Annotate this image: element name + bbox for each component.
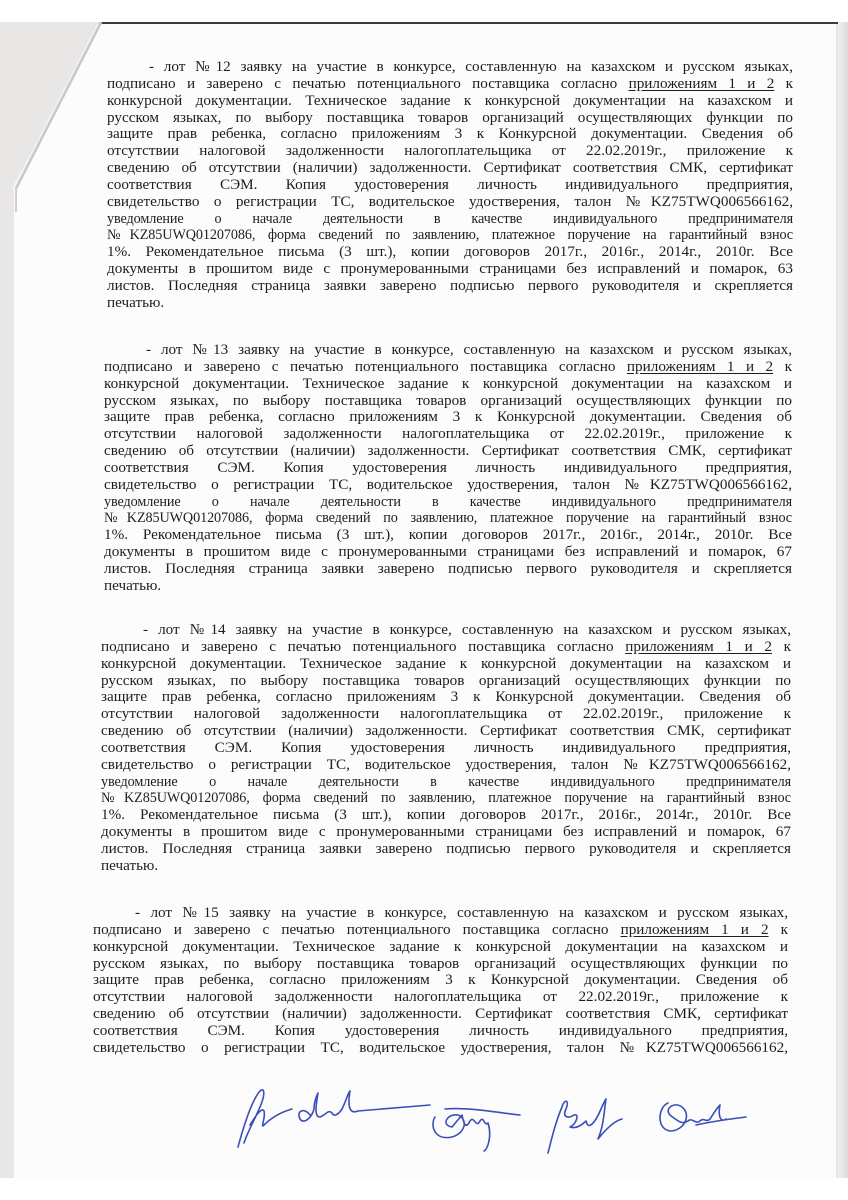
text-line <box>93 1006 788 1023</box>
text-line <box>107 76 793 93</box>
line-text: свидетельство о регистрации ТС, водительское удостверения, талон №KZ75TWQ006566162, <box>101 756 791 773</box>
line-text: защите прав ребенка, согласно приложениям 3 к Конкурсной документации. Сведения об <box>93 972 788 989</box>
text-line <box>107 110 793 127</box>
line-text: подписано и заверено с печатью потенциального поставщика согласно <box>107 75 629 92</box>
text-line <box>101 757 791 774</box>
line-text: 1%. Рекомендательное письма (3 шт.), копии договоров 2017г., 2016г., 2014г., 2010г. Все <box>101 807 791 824</box>
line-text: подписано и заверено с печатью потенциального поставщика согласно <box>104 358 627 375</box>
line-text: соответствия СЭМ. Копия удостоверения личность индивидуального предприятия, <box>104 459 792 476</box>
line-text: листов. Последняя страница заявки заверено подписью первого руководителя и скрепляется <box>107 277 793 294</box>
line-text: отсутствии налоговой задолженности налогоплательщика от 22.02.2019г., приложение к <box>93 989 788 1006</box>
signature-1 <box>238 1090 430 1147</box>
line-text: печатью. <box>101 857 159 874</box>
text-line <box>104 578 792 595</box>
text-line <box>104 342 792 359</box>
line-text: подписано и заверено с печатью потенциального поставщика согласно <box>93 921 621 938</box>
text-line <box>101 740 791 757</box>
line-text: - лот №15 заявку на участие в конкурсе, составленную на казахском и русском языках, <box>135 905 788 921</box>
line-text: 1%. Рекомендательное письма (3 шт.), копии договоров 2017г., 2016г., 2014г., 2010г. Все <box>104 527 792 544</box>
line-text: 1%. Рекомендательное письма (3 шт.), копии договоров 2017г., 2016г., 2014г., 2010г. Все <box>107 244 793 261</box>
line-text: документы в прошитом виде с пронумерованными страницами без исправлений и помарок, 67 <box>104 544 792 561</box>
appendix-reference: приложениям 1 и 2 <box>620 921 769 938</box>
text-line <box>93 956 788 973</box>
line-text: конкурсной документации. Техническое задание к конкурсной документации на казахском и <box>104 375 792 392</box>
line-text: соответствия СЭМ. Копия удостоверения личность индивидуального предприятия, <box>101 739 791 756</box>
line-text: русском языках, по выбору поставщика товаров организаций осуществляющих функции по <box>101 672 791 689</box>
text-line <box>93 989 788 1006</box>
line-text: печатью. <box>104 577 162 594</box>
line-text: подписано и заверено с печатью потенциального поставщика согласно <box>101 638 626 655</box>
appendix-suffix: к <box>771 638 791 655</box>
text-line <box>104 477 792 494</box>
text-line <box>101 639 791 656</box>
text-line <box>101 824 791 841</box>
text-line <box>107 211 793 228</box>
text-line <box>107 143 793 160</box>
text-line <box>101 656 791 673</box>
line-text: листов. Последняя страница заявки заверено подписью первого руководителя и скрепляется <box>101 840 791 857</box>
line-text: №KZ85UWQ01207086, форма сведений по заявлению, платежное поручение на гарантийный взнос <box>107 227 793 244</box>
paragraph-lot-15 <box>93 905 788 1057</box>
text-line <box>101 858 791 875</box>
text-line <box>101 774 791 791</box>
page-right-edge <box>838 22 848 1178</box>
text-line <box>101 689 791 706</box>
line-text: №KZ85UWQ01207086, форма сведений по заявлению, платежное поручение на гарантийный взнос <box>104 510 792 527</box>
signature-2 <box>433 1109 520 1151</box>
appendix-suffix: к <box>773 358 792 375</box>
appendix-suffix: к <box>774 75 793 92</box>
text-line <box>101 706 791 723</box>
text-line <box>107 278 793 295</box>
text-line <box>104 510 792 527</box>
line-text: №KZ85UWQ01207086, форма сведений по заявлению, платежное поручение на гарантийный взнос <box>101 790 791 807</box>
text-line <box>107 126 793 143</box>
text-line <box>101 622 791 639</box>
line-text: русском языках, по выбору поставщика товаров организаций осуществляющих функции по <box>104 392 792 409</box>
text-line <box>107 93 793 110</box>
text-line <box>104 443 792 460</box>
text-line <box>104 376 792 393</box>
line-text: русском языках, по выбору поставщика товаров организаций осуществляющих функции по <box>107 109 793 126</box>
line-text: сведению об отсутствии (наличии) задолженности. Сертификат соответствия СМК, сертификат <box>104 443 792 460</box>
line-text: соответствия СЭМ. Копия удостоверения личность индивидуального предприятия, <box>107 176 793 193</box>
line-text: листов. Последняя страница заявки заверено подписью первого руководителя и скрепляется <box>104 560 792 577</box>
line-text: документы в прошитом виде с пронумерованными страницами без исправлений и помарок, 63 <box>107 261 793 278</box>
paragraph-lot-12 <box>107 59 793 312</box>
text-line <box>107 295 793 312</box>
signature-4 <box>660 1103 746 1131</box>
line-text: - лот №12 заявку на участие в конкурсе, составленную на казахском и русском языках, <box>149 59 793 75</box>
text-line <box>93 1023 788 1040</box>
text-line <box>101 790 791 807</box>
paragraph-lot-14 <box>101 622 791 875</box>
line-text: соответствия СЭМ. Копия удостоверения личность индивидуального предприятия, <box>93 1022 788 1039</box>
text-line <box>104 494 792 511</box>
line-text: сведению об отсутствии (наличии) задолженности. Сертификат соответствия СМК, сертификат <box>93 1006 788 1023</box>
line-text: печатью. <box>107 294 165 311</box>
line-text: русском языках, по выбору поставщика товаров организаций осуществляющих функции по <box>93 955 788 972</box>
line-text: конкурсной документации. Техническое задание к конкурсной документации на казахском и <box>93 938 788 955</box>
appendix-reference: приложениям 1 и 2 <box>628 75 775 92</box>
text-line <box>101 841 791 858</box>
line-text: конкурсной документации. Техническое задание к конкурсной документации на казахском и <box>107 92 793 109</box>
text-line <box>104 393 792 410</box>
text-line <box>104 409 792 426</box>
text-line <box>107 261 793 278</box>
text-line <box>107 177 793 194</box>
paragraph-lot-13 <box>104 342 792 595</box>
text-line <box>104 561 792 578</box>
line-text: - лот №13 заявку на участие в конкурсе, составленную на казахском и русском языках, <box>146 342 792 358</box>
text-line <box>93 922 788 939</box>
text-line <box>104 527 792 544</box>
line-text: отсутствии налоговой задолженности налогоплательщика от 22.02.2019г., приложение к <box>107 143 793 160</box>
text-line <box>101 673 791 690</box>
text-line <box>107 244 793 261</box>
page-top-edge <box>100 22 838 24</box>
text-line <box>107 227 793 244</box>
signature-3 <box>548 1099 622 1153</box>
appendix-suffix: к <box>768 921 788 938</box>
line-text: уведомление о начале деятельности в качестве индивидуального предпринимателя <box>101 773 791 790</box>
appendix-reference: приложениям 1 и 2 <box>625 638 772 655</box>
line-text: защите прав ребенка, согласно приложениям 3 к Конкурсной документации. Сведения об <box>107 126 793 143</box>
line-text: уведомление о начале деятельности в качестве индивидуального предпринимателя <box>104 493 792 510</box>
line-text: свидетельство о регистрации ТС, водительское удостверения, талон №KZ75TWQ006566162, <box>104 476 792 493</box>
text-line <box>104 426 792 443</box>
line-text: документы в прошитом виде с пронумерованными страницами без исправлений и помарок, 67 <box>101 824 791 841</box>
text-line <box>93 939 788 956</box>
line-text: уведомление о начале деятельности в качестве индивидуального предпринимателя <box>107 210 793 227</box>
line-text: отсутствии налоговой задолженности налогоплательщика от 22.02.2019г., приложение к <box>101 706 791 723</box>
line-text: отсутствии налоговой задолженности налогоплательщика от 22.02.2019г., приложение к <box>104 426 792 443</box>
text-line <box>101 807 791 824</box>
text-line <box>107 160 793 177</box>
text-line <box>101 723 791 740</box>
text-line <box>107 194 793 211</box>
line-text: сведению об отсутствии (наличии) задолженности. Сертификат соответствия СМК, сертификат <box>107 160 793 177</box>
text-line <box>107 59 793 76</box>
appendix-reference: приложениям 1 и 2 <box>626 358 774 375</box>
line-text: - лот №14 заявку на участие в конкурсе, составленную на казахском и русском языках, <box>143 622 791 638</box>
text-line <box>93 905 788 922</box>
text-line <box>93 1040 788 1057</box>
line-text: защите прав ребенка, согласно приложениям 3 к Конкурсной документации. Сведения об <box>104 409 792 426</box>
text-line <box>104 544 792 561</box>
line-text: защите прав ребенка, согласно приложениям 3 к Конкурсной документации. Сведения об <box>101 689 791 706</box>
line-text: свидетельство о регистрации ТС, водительское удостверения, талон №KZ75TWQ006566162, <box>93 1039 788 1056</box>
line-text: свидетельство о регистрации ТС, водительское удостверения, талон №KZ75TWQ006566162, <box>107 193 793 210</box>
signatures-area <box>230 1085 750 1165</box>
text-line <box>93 972 788 989</box>
text-line <box>104 359 792 376</box>
line-text: сведению об отсутствии (наличии) задолженности. Сертификат соответствия СМК, сертификат <box>101 723 791 740</box>
text-line <box>104 460 792 477</box>
line-text: конкурсной документации. Техническое задание к конкурсной документации на казахском и <box>101 655 791 672</box>
